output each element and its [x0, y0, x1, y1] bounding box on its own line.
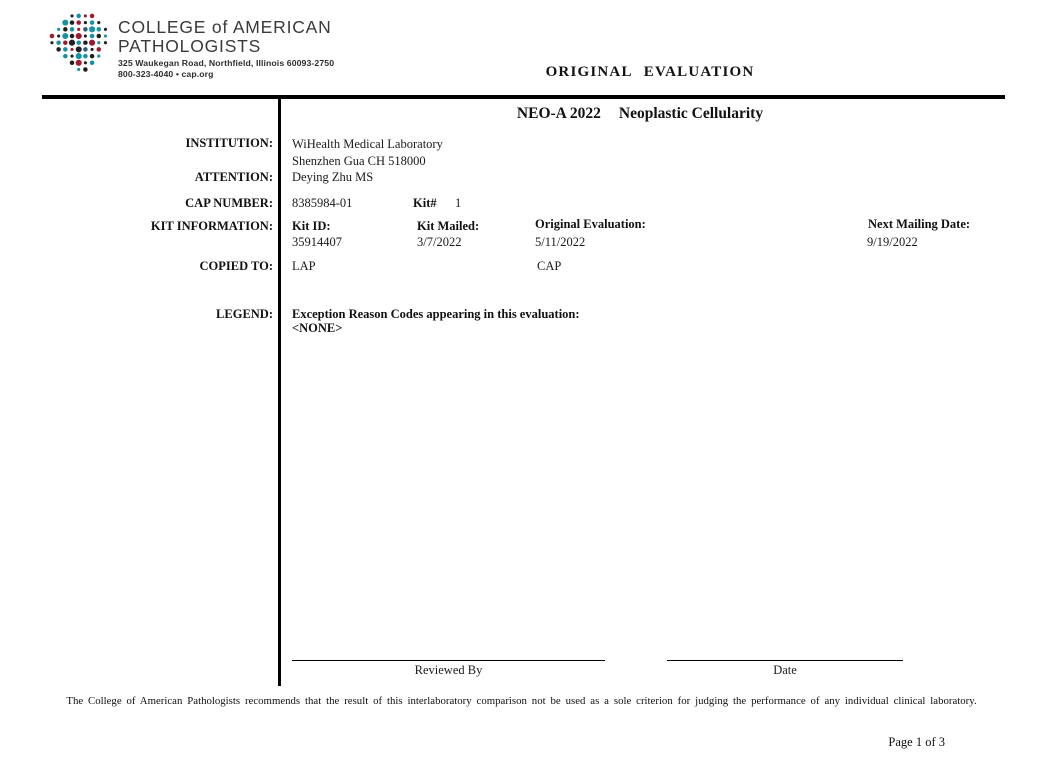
vertical-divider-rule	[278, 99, 281, 686]
disclaimer-text: The College of American Pathologists recommends that the result of this interlaboratory comparison not be used as a sole criterion for judging the performance of any individual clinical laboratory.	[66, 695, 977, 707]
cap-logo	[48, 12, 334, 79]
date-signature-line	[667, 660, 903, 678]
original-evaluation-value: 5/11/2022	[535, 235, 586, 249]
legend-line2: <NONE>	[292, 321, 343, 335]
reviewed-by-label: Reviewed By	[414, 663, 483, 677]
institution-label: INSTITUTION:	[185, 136, 273, 150]
institution-value	[292, 136, 443, 169]
kit-mailed-label: Kit Mailed:	[417, 219, 480, 233]
legend-content	[292, 307, 580, 335]
header-divider-rule	[42, 95, 1005, 99]
legend-line1: Exception Reason Codes appearing in this evaluation:	[292, 307, 580, 321]
institution-name: WiHealth Medical Laboratory	[292, 137, 443, 151]
copied-to-value-cap: CAP	[537, 259, 562, 273]
original-evaluation-label: Original Evaluation:	[535, 217, 646, 231]
cap-logo-dots-icon	[48, 12, 110, 74]
kit-mailed-value: 3/7/2022	[417, 235, 462, 249]
attention-value: Deying Zhu MS	[292, 170, 374, 184]
attention-label: ATTENTION:	[194, 170, 273, 184]
kit-id-value: 35914407	[292, 235, 342, 249]
org-name-line1: COLLEGE of AMERICAN	[118, 17, 332, 37]
copied-to-label: COPIED TO:	[199, 259, 273, 273]
kit-id-label: Kit ID:	[292, 219, 331, 233]
next-mailing-date-value: 9/19/2022	[867, 235, 918, 249]
cap-number-label: CAP NUMBER:	[185, 196, 273, 210]
org-phone-web: 800-323-4040 • cap.org	[118, 68, 214, 79]
kit-hash-label: Kit#	[413, 196, 437, 210]
kit-hash-value: 1	[455, 196, 462, 210]
page-number: Page 1 of 3	[888, 735, 945, 749]
kit-information-label: KIT INFORMATION:	[150, 219, 273, 233]
program-name: Neoplastic Cellularity	[618, 105, 764, 122]
program-code: NEO-A 2022	[516, 105, 601, 122]
org-address: 325 Waukegan Road, Northfield, Illinois 60093-2750	[118, 58, 335, 68]
next-mailing-date-label: Next Mailing Date:	[868, 217, 971, 231]
legend-label: LEGEND:	[216, 307, 273, 321]
cap-logo-text	[118, 12, 334, 79]
institution-address: Shenzhen Gua CH 518000	[292, 153, 426, 168]
copied-to-value-lap: LAP	[292, 259, 316, 273]
cap-number-value: 8385984-01	[292, 196, 353, 210]
date-label: Date	[773, 663, 797, 677]
org-name-line2: PATHOLOGISTS	[118, 36, 262, 56]
program-title	[290, 105, 990, 123]
document-type-title: ORIGINAL EVALUATION	[545, 64, 755, 80]
reviewed-by-signature-line	[292, 660, 605, 678]
